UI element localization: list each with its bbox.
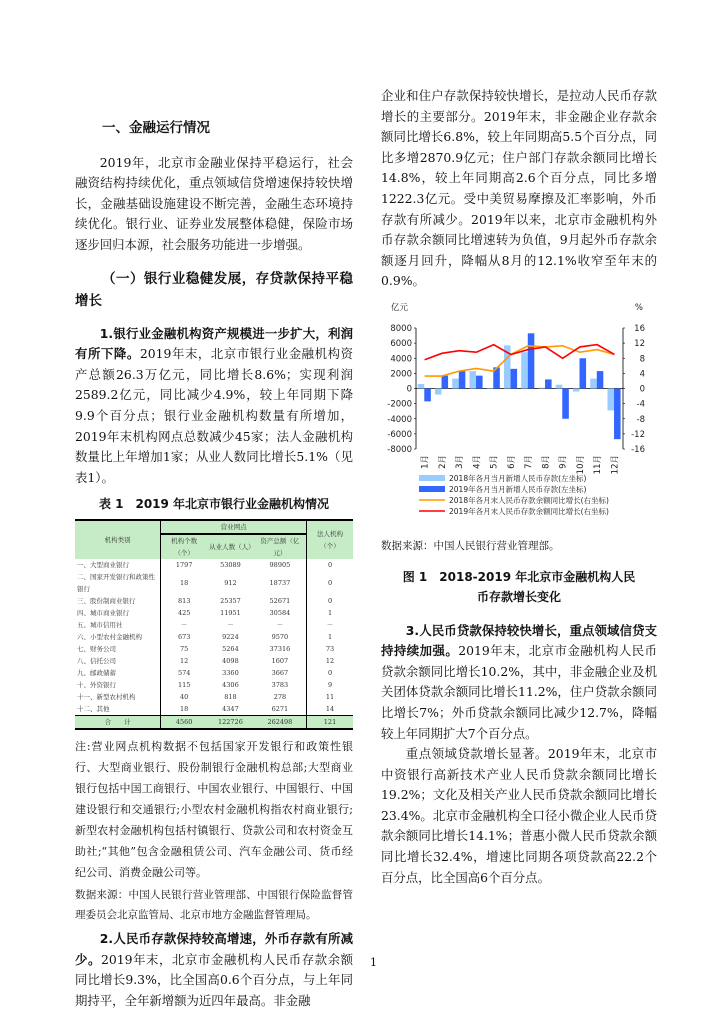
section-title: 一、金融运行情况 [102, 120, 210, 136]
bar-2019 [459, 371, 466, 388]
cell: 4306 [222, 680, 239, 689]
th-group: 营业网点 [161, 520, 307, 534]
cell: 673 [161, 631, 207, 643]
cell: 278 [273, 692, 287, 701]
cell: 3667 [271, 668, 289, 677]
right-tick-label: 8 [639, 354, 645, 365]
table-total-row [75, 715, 353, 729]
total-cell: 121 [307, 715, 353, 729]
bar-2018 [556, 385, 563, 389]
row-label: 十、外资银行 [77, 680, 116, 689]
cell: 0 [307, 667, 353, 679]
x-tick-label: 8月 [541, 454, 552, 469]
subsection-title: （一）银行业稳健发展，存贷款保持平稳增长 [75, 270, 353, 309]
row-label: 十一、新型农村机构 [77, 692, 136, 701]
right-tick-label: -16 [631, 444, 645, 455]
cell: 3783 [271, 680, 289, 689]
cell: 813 [161, 595, 207, 607]
left-tick-label: -6000 [387, 429, 412, 440]
left-column [75, 0, 353, 1011]
bar-2019 [580, 358, 587, 388]
legend-label: 2019年各月末人民币存款余额同比增长(右坐标) [449, 506, 609, 516]
row-label: 五、城市信用社 [77, 620, 123, 629]
legend-label: 2018年各月末人民币存款余额同比增长(右坐标) [449, 495, 609, 505]
bar-2019 [545, 379, 552, 388]
bar-2018 [521, 352, 528, 388]
right-tick-label: 16 [634, 323, 645, 334]
table-caption: 表 1 2019 年北京市银行业金融机构情况 [98, 497, 330, 512]
x-tick-label: 3月 [455, 454, 466, 469]
right-tick-label: -12 [631, 429, 645, 440]
legend-swatch [419, 486, 445, 492]
bar-2019 [562, 388, 569, 418]
bar-2018 [573, 388, 580, 391]
bar-2019 [511, 369, 518, 389]
cell: 11951 [220, 608, 241, 617]
right-tick-label: 4 [639, 369, 645, 380]
x-tick-label: 2月 [437, 454, 448, 469]
paragraph-3-text: 2019年末，北京市金融机构人民币贷款余额同比增长10.2%，其中，非金融企业及机关团体贷款余额同比增长11.2%，住户贷款余额同比增长7%；外币贷款余额同比减少12.7%，降幅较上年同期扩大7个百分点。 [381, 643, 657, 741]
bar-2019 [597, 371, 604, 388]
cell: 912 [224, 578, 237, 587]
x-tick-label: 5月 [489, 454, 500, 469]
cell: 11 [307, 691, 353, 703]
cell: 0 [307, 571, 353, 595]
page-number: 1 [370, 956, 377, 969]
cell: 98905 [269, 560, 291, 569]
cell: 73 [307, 643, 353, 655]
cell: － [307, 619, 353, 631]
cell: 12 [161, 655, 207, 667]
bar-2018 [452, 379, 459, 389]
right-axis-label: % [634, 302, 643, 313]
intro-paragraph: 2019年，北京市金融业保持平稳运行，社会融资结构持续优化，重点领域信贷增速保持较快增长，金融基础设施建设不断完善，金融生态环境持续优化。银行业、证券业发展整体稳健，保险市场逐步回归本源，社会服务功能进一步增强。 [75, 154, 353, 252]
bar-2018 [418, 384, 425, 389]
table-row [75, 643, 353, 655]
paragraph-2-text: 2019年末，北京市金融机构人民币存款余额同比增长9.3%，比全国高0.6个百分点，与上年同期持平，全年新增额为近四年最高。非金融 [75, 951, 353, 1008]
bar-2018 [607, 388, 614, 410]
cell: 818 [224, 692, 237, 701]
cell: 30584 [269, 608, 291, 617]
cell: 25357 [220, 596, 241, 605]
total-cell: 4560 [161, 715, 207, 729]
cell: 0 [307, 595, 353, 607]
th-count: 机构个数（个） [161, 534, 207, 559]
cell: 9 [307, 679, 353, 691]
cell: 1 [307, 607, 353, 619]
paragraph-2 [75, 929, 353, 1011]
x-tick-label: 12月 [610, 454, 621, 475]
table-row [75, 607, 353, 619]
table-row [75, 631, 353, 643]
right-tick-label: 0 [639, 384, 645, 395]
deposit-chart [381, 300, 657, 540]
left-axis-label: 亿元 [391, 302, 409, 313]
bar-2018 [435, 388, 442, 394]
x-tick-label: 4月 [472, 454, 483, 469]
cell: 12 [307, 655, 353, 667]
table-row [75, 595, 353, 607]
row-label: 九、邮政储蓄 [77, 668, 116, 677]
th-legal: 法人机构（个） [307, 520, 353, 559]
x-tick-label: 10月 [575, 454, 586, 475]
table-note: 注:营业网点机构数据不包括国家开发银行和政策性银行、大型商业银行、股份制银行金融机构总部;大型商业银行包括中国工商银行、中国农业银行、中国银行、中国建设银行和交通银行;小型农村金融机构指农村商业银行;新型农村金融机构包括村镇银行、贷款公司和农村资金互助社;“其他”包含金融租赁公司、汽车金融公司、货币经纪公司、消费金融公司等。 [75, 739, 353, 879]
cell: 75 [161, 643, 207, 655]
cell: 18 [161, 703, 207, 716]
paragraph-1 [75, 324, 353, 489]
left-tick-label: 2000 [390, 369, 412, 380]
chart-source: 数据来源：中国人民银行营业管理部。 [381, 539, 560, 552]
bar-2018 [538, 388, 545, 389]
total-label: 合 计 [104, 717, 131, 726]
paragraph-2-lead: 2.人民币存款保持较高增速，外币存款有所减少。 [75, 930, 353, 967]
table-row [75, 667, 353, 679]
cell: 4098 [222, 656, 239, 665]
right-column [381, 86, 657, 888]
right-tick-label: 12 [634, 339, 645, 350]
table-source: 数据来源：中国人民银行营业管理部、中国银行保险监督管理委员会北京监管局、北京市地方金融监督管理局。 [75, 888, 353, 921]
th-assets: 资产总额（亿元） [254, 534, 307, 559]
x-tick-label: 9月 [558, 454, 569, 469]
row-label: 三、股份制商业银行 [77, 596, 136, 605]
bar-2019 [476, 376, 483, 389]
table-row [75, 691, 353, 703]
x-tick-label: 7月 [524, 454, 535, 469]
x-tick-label: 11月 [593, 454, 604, 475]
bar-2019 [442, 376, 449, 389]
cell: 53089 [220, 560, 241, 569]
cell: － [276, 620, 284, 629]
cell: 18 [161, 571, 207, 595]
cell: － [227, 620, 234, 629]
row-label: 八、信托公司 [77, 656, 116, 665]
paragraph-1-lead: 1.银行业金融机构资产规模进一步扩大，利润有所下降。 [75, 325, 353, 362]
x-tick-label: 1月 [420, 454, 431, 469]
bar-2019 [614, 388, 621, 439]
x-tick-label: 6月 [506, 454, 517, 469]
paragraph-2-continued: 企业和住户存款保持较快增长，是拉动人民币存款增长的主要部分。2019年末，非金融企业存款余额同比增长6.8%，较上年同期高5.5个百分点，同比多增2870.9亿元；住户部门存款余额同比增长14.8%，较上年同期高2.6个百分点，同比多增1222.3亿元。受中美贸易摩擦及汇率影响，外币存款有所减少。2019年以来，北京市金融机构外币存款余额同比增速转为负值，9月起外币存款余额逐月回升，降幅从8月的12.1%收窄至年末的0.9%。 [381, 88, 657, 289]
left-tick-label: -4000 [387, 414, 412, 425]
table-row [75, 703, 353, 716]
cell: 52671 [269, 596, 291, 605]
left-tick-label: 8000 [390, 323, 412, 334]
cell: 1 [307, 631, 353, 643]
paragraph-3 [381, 621, 657, 745]
table-row [75, 559, 353, 571]
cell: 9570 [271, 632, 289, 641]
table-row [75, 619, 353, 631]
cell: 115 [161, 679, 207, 691]
th-staff: 从业人数（人） [207, 534, 254, 559]
legend-label: 2019年各月当月新增人民币存款(左坐标) [449, 484, 587, 494]
row-label: 一、大型商业银行 [77, 560, 129, 569]
paragraph-1-text: 2019年末，北京市银行业金融机构资产总额26.3万亿元，同比增长8.6%；实现利润2589.2亿元，同比减少4.9%，较上年同期下降9.9个百分点；银行业金融机构数量有所增加，2019年末机构网点总数减少45家；法人金融机构数量比上年增加1家；从业人数同比增长5.1%（见表1）。 [75, 346, 353, 485]
paragraph-3-lead: 3.人民币贷款保持较快增长，重点领域信贷支持持续加强。 [381, 622, 657, 659]
left-tick-label: 4000 [390, 354, 412, 365]
cell: 574 [161, 667, 207, 679]
cell: 3360 [222, 668, 239, 677]
right-tick-label: -8 [636, 414, 645, 425]
row-label: 四、城市商业银行 [77, 608, 129, 617]
cell: 18737 [269, 578, 291, 587]
paragraph-4: 重点领域贷款增长显著。2019年末，北京市中资银行高新技术产业人民币贷款余额同比增长19.2%；文化及相关产业人民币贷款余额同比增长23.4%。北京市金融机构全口径小微企业人民币贷款余额同比增长14.1%；普惠小微人民币贷款余额同比增长32.4%，增速比同期各项贷款高22.2个百分点，比全国高6个百分点。 [381, 746, 657, 885]
figure-caption: 图 1 2018-2019 年北京市金融机构人民币存款增长变化 [402, 569, 636, 604]
cell: 1607 [271, 656, 289, 665]
table-row [75, 655, 353, 667]
left-tick-label: 6000 [390, 339, 412, 350]
bank-institutions-table [75, 519, 353, 730]
table-row [75, 571, 353, 595]
cell: 37316 [269, 644, 291, 653]
cell: 0 [307, 559, 353, 571]
total-cell: 122726 [218, 717, 243, 726]
cell: 5264 [222, 644, 239, 653]
table-row [75, 679, 353, 691]
line-2019 [425, 345, 615, 360]
row-label: 七、财务公司 [77, 644, 116, 653]
cell: 9224 [222, 632, 239, 641]
total-cell: 262498 [267, 717, 293, 726]
bar-2018 [590, 379, 597, 389]
cell: 1797 [161, 559, 207, 571]
row-label: 六、小型农村金融机构 [77, 632, 142, 641]
left-tick-label: 0 [406, 384, 412, 395]
left-tick-label: -8000 [387, 444, 412, 455]
cell: 6271 [271, 704, 289, 713]
legend-label: 2018年各月当月新增人民币存款(左坐标) [449, 473, 587, 483]
bar-2019 [424, 388, 431, 401]
legend-swatch [419, 475, 445, 481]
cell: 14 [307, 703, 353, 716]
right-tick-label: -4 [636, 399, 645, 410]
cell: － [161, 619, 207, 631]
left-tick-label: -2000 [387, 399, 412, 410]
bar-2019 [528, 333, 535, 388]
cell: 425 [161, 607, 207, 619]
th-type: 机构类别 [75, 520, 161, 559]
bar-2018 [487, 388, 494, 389]
row-label: 二、国家开发银行和政策性银行 [77, 572, 155, 593]
bar-2018 [469, 371, 476, 388]
cell: 4347 [222, 704, 239, 713]
row-label: 十二、其他 [77, 704, 110, 713]
cell: 40 [161, 691, 207, 703]
